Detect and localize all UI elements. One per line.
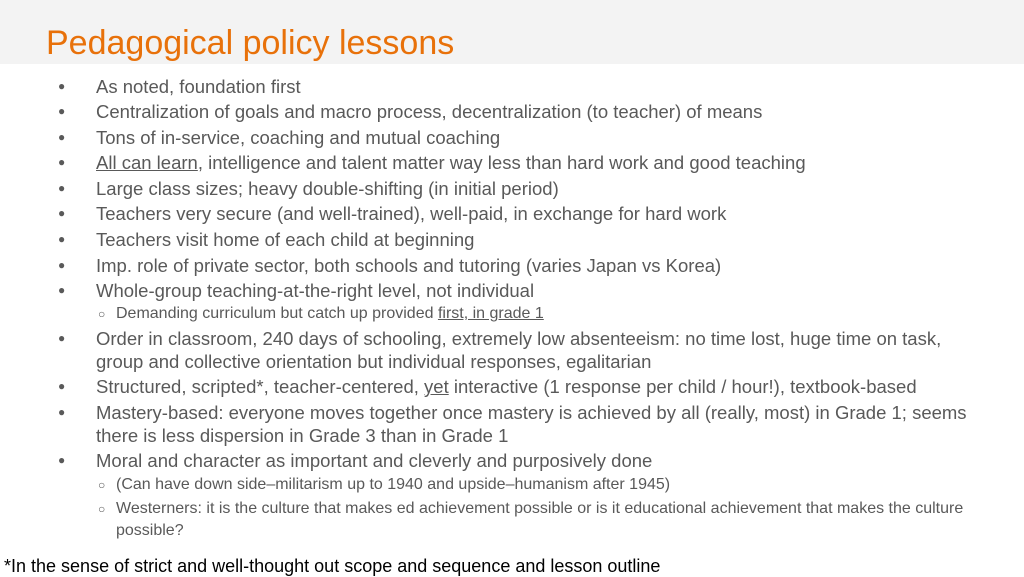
bullet-icon: ● — [58, 258, 66, 272]
subbullet-icon: ○ — [98, 307, 106, 321]
bullet-icon: ● — [58, 405, 66, 419]
underlined-phrase: first, in grade 1 — [437, 305, 544, 322]
list-item: Teachers very secure (and well-trained), well-paid, in exchange for hard work — [96, 203, 727, 224]
slide-title: Pedagogical policy lessons — [46, 24, 455, 62]
bullet-icon: ● — [58, 181, 66, 195]
list-item: Whole-group teaching-at-the-right level, not individual — [96, 280, 535, 301]
bullet-icon: ● — [58, 206, 66, 220]
sub-list-item: Demanding curriculum but catch up provided first, in grade 1 — [116, 305, 544, 322]
footnote: *In the sense of strict and well-thought out scope and sequence and lesson outline — [4, 556, 661, 576]
list-item: As noted, foundation first — [96, 76, 301, 97]
list-item: Structured, scripted*, teacher-centered, yet interactive (1 response per child / hour!), textbook-based — [96, 376, 917, 397]
underlined-phrase: yet — [424, 376, 449, 397]
list-item: Mastery-based: everyone moves together once mastery is achieved by all (really, most) in Grade 1; seems there is less dispersion in Grade 3 than in Grade 1 — [96, 402, 967, 446]
list-item: Large class sizes; heavy double-shifting (in initial period) — [96, 178, 559, 199]
bullet-icon: ● — [58, 453, 66, 467]
bullet-icon: ● — [58, 130, 66, 144]
sub-list-item: Westerners: it is the culture that makes ed achievement possible or is it educational achievement that makes the culture possible? — [116, 500, 964, 539]
sub-list-item: (Can have down side–militarism up to 1940 and upside–humanism after 1945) — [116, 476, 671, 493]
list-item: All can learn, intelligence and talent matter way less than hard work and good teaching — [96, 152, 806, 173]
bullet-icon: ● — [58, 379, 66, 393]
list-item: Moral and character as important and cleverly and purposively done — [96, 450, 653, 471]
bullet-icon: ● — [58, 283, 66, 297]
list-item: Imp. role of private sector, both schools and tutoring (varies Japan vs Korea) — [96, 255, 722, 276]
bullet-icon: ● — [58, 232, 66, 246]
bullet-icon: ● — [58, 104, 66, 118]
bullet-icon: ● — [58, 79, 66, 93]
list-item: Order in classroom, 240 days of schooling, extremely low absenteeism: no time lost, huge time on task, group and collective orientation but individual responses, egalitarian — [96, 328, 942, 372]
list-item: Teachers visit home of each child at beginning — [96, 229, 475, 250]
subbullet-icon: ○ — [98, 502, 106, 516]
subbullet-icon: ○ — [98, 478, 106, 492]
list-item: Tons of in-service, coaching and mutual coaching — [96, 127, 501, 148]
underlined-phrase: All can learn — [96, 152, 198, 173]
bullet-icon: ● — [58, 331, 66, 345]
list-item: Centralization of goals and macro process, decentralization (to teacher) of means — [96, 101, 763, 122]
bullet-icon: ● — [58, 155, 66, 169]
